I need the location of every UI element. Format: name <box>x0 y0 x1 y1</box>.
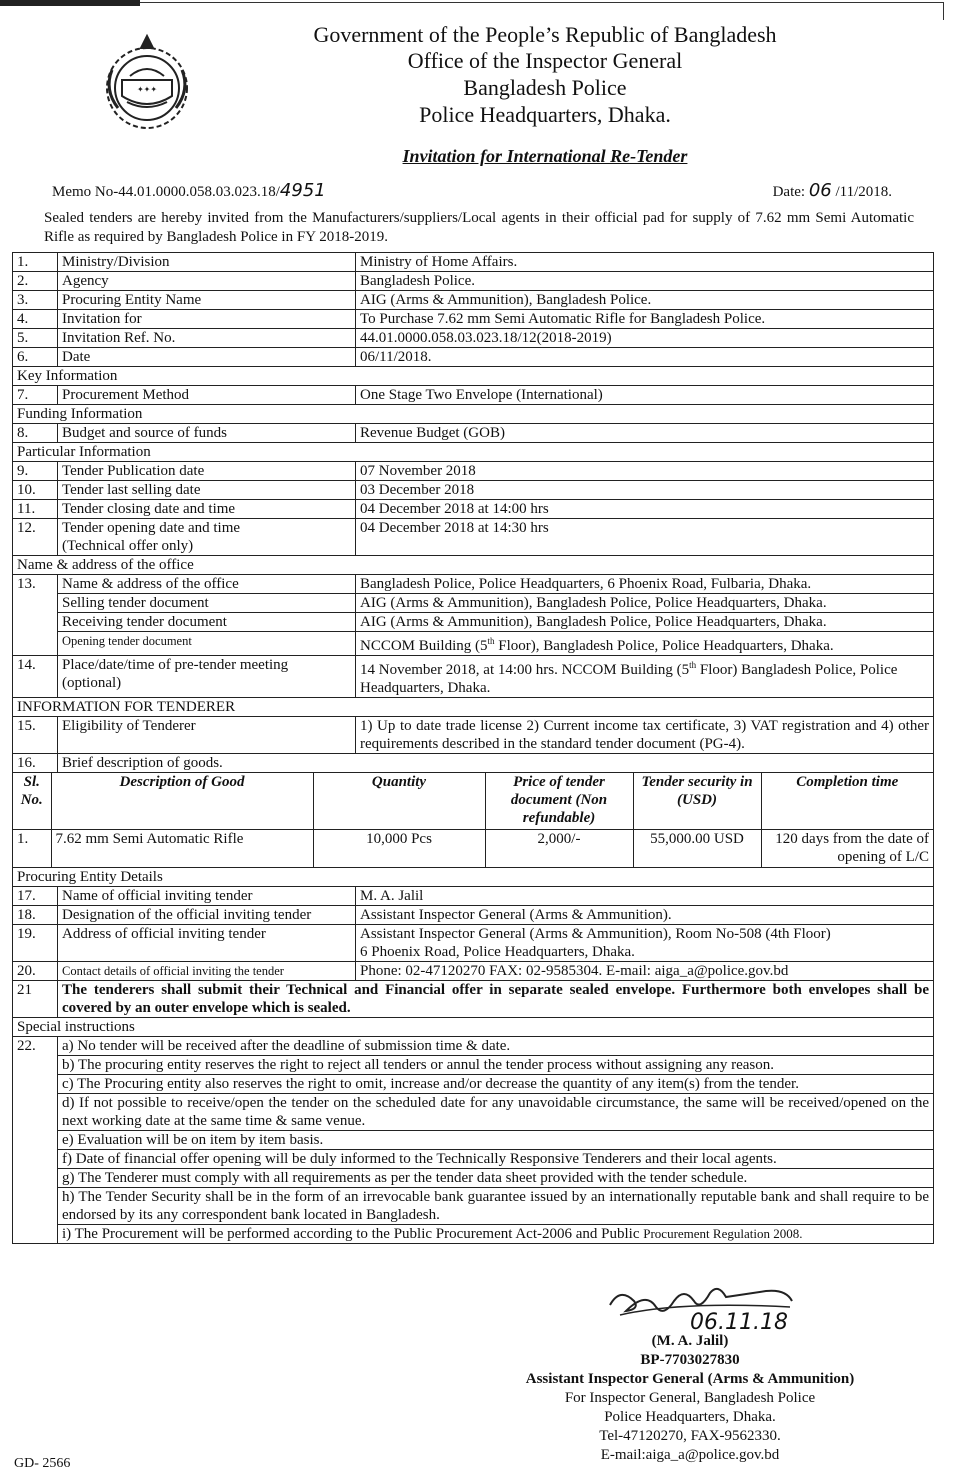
row-value: 03 December 2018 <box>356 481 934 500</box>
instruction-row <box>13 1075 934 1094</box>
row-label: Selling tender document <box>58 594 356 613</box>
section-funding-information: Funding Information <box>13 405 934 424</box>
row-label: Date <box>58 348 356 367</box>
instruction-row <box>13 1169 934 1188</box>
header-line-2: Office of the Inspector General <box>407 48 683 73</box>
row-label-line2: (Technical offer only) <box>62 538 194 554</box>
row-number: 21 <box>13 981 58 1018</box>
instruction-text: i) The Procurement will be performed according to the Public Procurement Act-2006 and Public <box>62 1226 644 1242</box>
row-value: One Stage Two Envelope (International) <box>356 386 934 405</box>
section-heading <box>13 443 934 462</box>
row-number: 17. <box>13 887 58 906</box>
row-number: 8. <box>13 424 58 443</box>
table-row <box>13 656 934 698</box>
row-label: Budget and source of funds <box>58 424 356 443</box>
right-border-line <box>943 2 944 20</box>
row-value: Phone: 02-47120270 FAX: 02-9585304. E-mail: aiga_a@police.gov.bd <box>356 962 934 981</box>
row-label: Name of official inviting tender <box>58 887 356 906</box>
row-label: Invitation Ref. No. <box>58 329 356 348</box>
row-label: Address of official inviting tender <box>58 925 356 962</box>
section-special-instructions: Special instructions <box>13 1018 934 1037</box>
section-heading <box>13 405 934 424</box>
row-label: Ministry/Division <box>58 253 356 272</box>
row-label: Opening tender document <box>58 632 356 656</box>
instruction-row <box>13 1225 934 1244</box>
instruction-item: b) The procuring entity reserves the right to reject all tenders or annul the tender process without assigning any reason. <box>58 1056 934 1075</box>
table-row <box>13 962 934 981</box>
row-value: 06/11/2018. <box>356 348 934 367</box>
goods-header-description: Description of Good <box>51 773 313 829</box>
goods-header-completion: Completion time <box>761 773 933 829</box>
row-label: Contact details of official inviting the tender <box>58 962 356 981</box>
signatory-line-2: Police Headquarters, Dhaka. <box>604 1409 776 1425</box>
section-procuring-entity: Procuring Entity Details <box>13 868 934 887</box>
section-heading <box>13 698 934 717</box>
table-row <box>13 717 934 754</box>
row-value: Revenue Budget (GOB) <box>356 424 934 443</box>
row-number: 13. <box>13 575 58 594</box>
svg-text:✦✦✦: ✦✦✦ <box>136 85 158 94</box>
header-line-3: Bangladesh Police <box>463 75 627 100</box>
row-value: 44.01.0000.058.03.023.18/12(2018-2019) <box>356 329 934 348</box>
row-number: 7. <box>13 386 58 405</box>
table-row <box>13 386 934 405</box>
row-value: Bangladesh Police. <box>356 272 934 291</box>
date-handwritten-day: 06 <box>808 180 832 201</box>
row-number: 9. <box>13 462 58 481</box>
instruction-row <box>13 1094 934 1131</box>
goods-quantity: 10,000 Pcs <box>313 829 485 867</box>
memo-handwritten-number: 4951 <box>279 180 326 201</box>
row-number: 5. <box>13 329 58 348</box>
instruction-row <box>13 1056 934 1075</box>
row-value: Assistant Inspector General (Arms & Ammunition). <box>356 906 934 925</box>
value-part: Floor) Bangladesh Police, Police Headquarters, Dhaka. <box>360 662 898 696</box>
row-value <box>356 925 934 962</box>
row-number: 20. <box>13 962 58 981</box>
header-line-1: Government of the People’s Republic of Bangladesh <box>313 22 777 47</box>
table-row <box>13 348 934 367</box>
footer-code: GD- 2566 <box>14 1456 71 1471</box>
table-row <box>13 594 934 613</box>
value-part: Floor), Bangladesh Police, Police Headquarters, Dhaka. <box>494 638 834 654</box>
table-row <box>13 253 934 272</box>
table-row <box>13 925 934 962</box>
value-sup: th <box>689 660 697 670</box>
row-number: 19. <box>13 925 58 962</box>
table-row <box>13 481 934 500</box>
signatory-designation: Assistant Inspector General (Arms & Ammunition) <box>525 1371 855 1387</box>
section-heading <box>13 1018 934 1037</box>
row-value: To Purchase 7.62 mm Semi Automatic Rifle for Bangladesh Police. <box>356 310 934 329</box>
row-number: 12. <box>13 519 58 556</box>
date-suffix: /11/2018. <box>831 184 892 200</box>
table-row <box>13 462 934 481</box>
row-label: Tender closing date and time <box>58 500 356 519</box>
instruction-item: f) Date of financial offer opening will be duly informed to the Technically Responsive Tenderers and their local agents. <box>58 1150 934 1169</box>
section-heading <box>13 868 934 887</box>
row-label <box>58 519 356 556</box>
memo-number <box>52 180 326 201</box>
row-value: AIG (Arms & Ammunition), Bangladesh Police. <box>356 291 934 310</box>
goods-table <box>13 773 933 867</box>
instruction-item: e) Evaluation will be on item by item basis. <box>58 1131 934 1150</box>
row-value-line1: Assistant Inspector General (Arms & Ammunition), Room No-508 (4th Floor) <box>360 926 831 942</box>
header-line-4: Police Headquarters, Dhaka. <box>419 102 671 127</box>
table-row <box>13 500 934 519</box>
table-row <box>13 310 934 329</box>
row-number: 16. <box>13 754 58 773</box>
value-part: NCCOM Building (5 <box>360 638 488 654</box>
goods-price: 2,000/- <box>485 829 633 867</box>
instruction-row <box>13 1188 934 1225</box>
row-number: 14. <box>13 656 58 698</box>
row-value: Bangladesh Police, Police Headquarters, 6 Phoenix Road, Fulbaria, Dhaka. <box>356 575 934 594</box>
police-seal-logo <box>92 30 202 140</box>
row-label: Eligibility of Tenderer <box>58 717 356 754</box>
row-number: 10. <box>13 481 58 500</box>
goods-security: 55,000.00 USD <box>633 829 761 867</box>
signatory-bp-number: BP-7703027830 <box>640 1352 740 1368</box>
signature-block <box>470 1332 910 1465</box>
table-row <box>13 906 934 925</box>
row-number: 11. <box>13 500 58 519</box>
instruction-item: h) The Tender Security shall be in the form of an irrevocable bank guarantee issued by an internationally reputable bank and shall require to be endorsed by its any correspondent bank located in Bangladesh. <box>58 1188 934 1225</box>
instruction-row <box>13 1131 934 1150</box>
memo-date <box>773 180 892 201</box>
row-number: 15. <box>13 717 58 754</box>
table-row <box>13 887 934 906</box>
row-label: Brief description of goods. <box>58 754 934 773</box>
goods-description: 7.62 mm Semi Automatic Rifle <box>51 829 313 867</box>
value-part: 14 November 2018, at 14:00 hrs. NCCOM Building (5 <box>360 662 690 678</box>
section-heading <box>13 556 934 575</box>
row-label: Invitation for <box>58 310 356 329</box>
row-number: 6. <box>13 348 58 367</box>
top-border-band <box>0 0 140 6</box>
row-label <box>58 656 356 698</box>
section-information-for-tenderer: INFORMATION FOR TENDERER <box>13 698 934 717</box>
row-number: 22. <box>13 1037 58 1244</box>
table-row <box>13 519 934 556</box>
row-number: 1. <box>13 253 58 272</box>
row-value: 04 December 2018 at 14:00 hrs <box>356 500 934 519</box>
document-title: Invitation for International Re-Tender <box>402 146 688 166</box>
instruction-item <box>58 1225 934 1244</box>
row-label-line1: Tender opening date and time <box>62 520 241 536</box>
row-label-line2: (optional) <box>62 675 122 691</box>
section-heading <box>13 367 934 386</box>
row-value <box>356 656 934 698</box>
row-number: 4. <box>13 310 58 329</box>
goods-header-quantity: Quantity <box>313 773 485 829</box>
date-prefix: Date: <box>772 184 809 200</box>
row-value-line2: 6 Phoenix Road, Police Headquarters, Dhaka. <box>360 944 635 960</box>
row-value: The tenderers shall submit their Technical and Financial offer in separate sealed envelope. Furthermore both envelopes shall be covered by an outer envelope which is sealed. <box>58 981 934 1018</box>
table-row <box>13 632 934 656</box>
goods-table-row <box>13 773 934 868</box>
table-row <box>13 272 934 291</box>
memo-prefix: Memo No-44.01.0000.058.03.023.18/ <box>52 184 280 200</box>
section-particular-information: Particular Information <box>13 443 934 462</box>
row-number: 2. <box>13 272 58 291</box>
signatory-email: E-mail:aiga_a@police.gov.bd <box>600 1447 780 1463</box>
instruction-row <box>13 1150 934 1169</box>
goods-header-security: Tender security in (USD) <box>633 773 761 829</box>
tender-table <box>12 252 934 1244</box>
row-value: 04 December 2018 at 14:30 hrs <box>356 519 934 556</box>
goods-completion: 120 days from the date of opening of L/C <box>761 829 933 867</box>
intro-paragraph: Sealed tenders are hereby invited from the Manufacturers/suppliers/Local agents in their official pad for supply of 7.62 mm Semi Automatic Rifle as required by Bangladesh Police in FY 2018-2019. <box>44 210 914 245</box>
table-row <box>13 981 934 1018</box>
row-value <box>356 632 934 656</box>
row-label: Procuring Entity Name <box>58 291 356 310</box>
table-row <box>13 575 934 594</box>
value-sup: th <box>487 636 495 646</box>
instruction-row <box>13 1037 934 1056</box>
instruction-text-small: Procurement Regulation 2008. <box>643 1226 803 1241</box>
table-row <box>13 754 934 773</box>
section-office: Name & address of the office <box>13 556 934 575</box>
signatory-name: (M. A. Jalil) <box>651 1333 729 1349</box>
row-label: Procurement Method <box>58 386 356 405</box>
instruction-item: g) The Tenderer must comply with all requirements as per the tender data sheet provided with the tender schedule. <box>58 1169 934 1188</box>
row-number <box>13 613 58 632</box>
section-key-information: Key Information <box>13 367 934 386</box>
signatory-line-1: For Inspector General, Bangladesh Police <box>564 1390 816 1406</box>
row-number: 3. <box>13 291 58 310</box>
row-number: 18. <box>13 906 58 925</box>
instruction-item: d) If not possible to receive/open the tender on the scheduled date for any unavoidable circumstance, the same will be received/opened on the next working date at the same time & same venue. <box>58 1094 934 1131</box>
signature-date: 06.11.18 <box>690 1310 788 1335</box>
row-label: Agency <box>58 272 356 291</box>
row-label: Designation of the official inviting tender <box>58 906 356 925</box>
row-label: Tender Publication date <box>58 462 356 481</box>
instruction-item: c) The Procuring entity also reserves the right to omit, increase and/or decrease the quantity of any item(s) from the tender. <box>58 1075 934 1094</box>
goods-data-row <box>13 829 933 867</box>
row-number <box>13 594 58 613</box>
row-value: AIG (Arms & Ammunition), Bangladesh Police, Police Headquarters, Dhaka. <box>356 613 934 632</box>
table-row <box>13 291 934 310</box>
row-value: M. A. Jalil <box>356 887 934 906</box>
signatory-line-3: Tel-47120270, FAX-9562330. <box>599 1428 781 1444</box>
row-value: AIG (Arms & Ammunition), Bangladesh Police, Police Headquarters, Dhaka. <box>356 594 934 613</box>
goods-header-sl: Sl. No. <box>13 773 51 829</box>
row-label: Name & address of the office <box>58 575 356 594</box>
table-row <box>13 613 934 632</box>
goods-sl: 1. <box>13 829 51 867</box>
row-value: 1) Up to date trade license 2) Current income tax certificate, 3) VAT registration and 4) other requirements described in the standard tender document (PG-4). <box>356 717 934 754</box>
goods-header-row <box>13 773 933 829</box>
top-border-line <box>140 2 944 3</box>
row-label: Receiving tender document <box>58 613 356 632</box>
row-label-line1: Place/date/time of pre-tender meeting <box>62 657 289 673</box>
row-value: 07 November 2018 <box>356 462 934 481</box>
table-row <box>13 424 934 443</box>
table-row <box>13 329 934 348</box>
row-label: Tender last selling date <box>58 481 356 500</box>
goods-header-price: Price of tender document (Non refundable) <box>485 773 633 829</box>
row-number <box>13 632 58 656</box>
instruction-item: a) No tender will be received after the deadline of submission time & date. <box>58 1037 934 1056</box>
row-value: Ministry of Home Affairs. <box>356 253 934 272</box>
